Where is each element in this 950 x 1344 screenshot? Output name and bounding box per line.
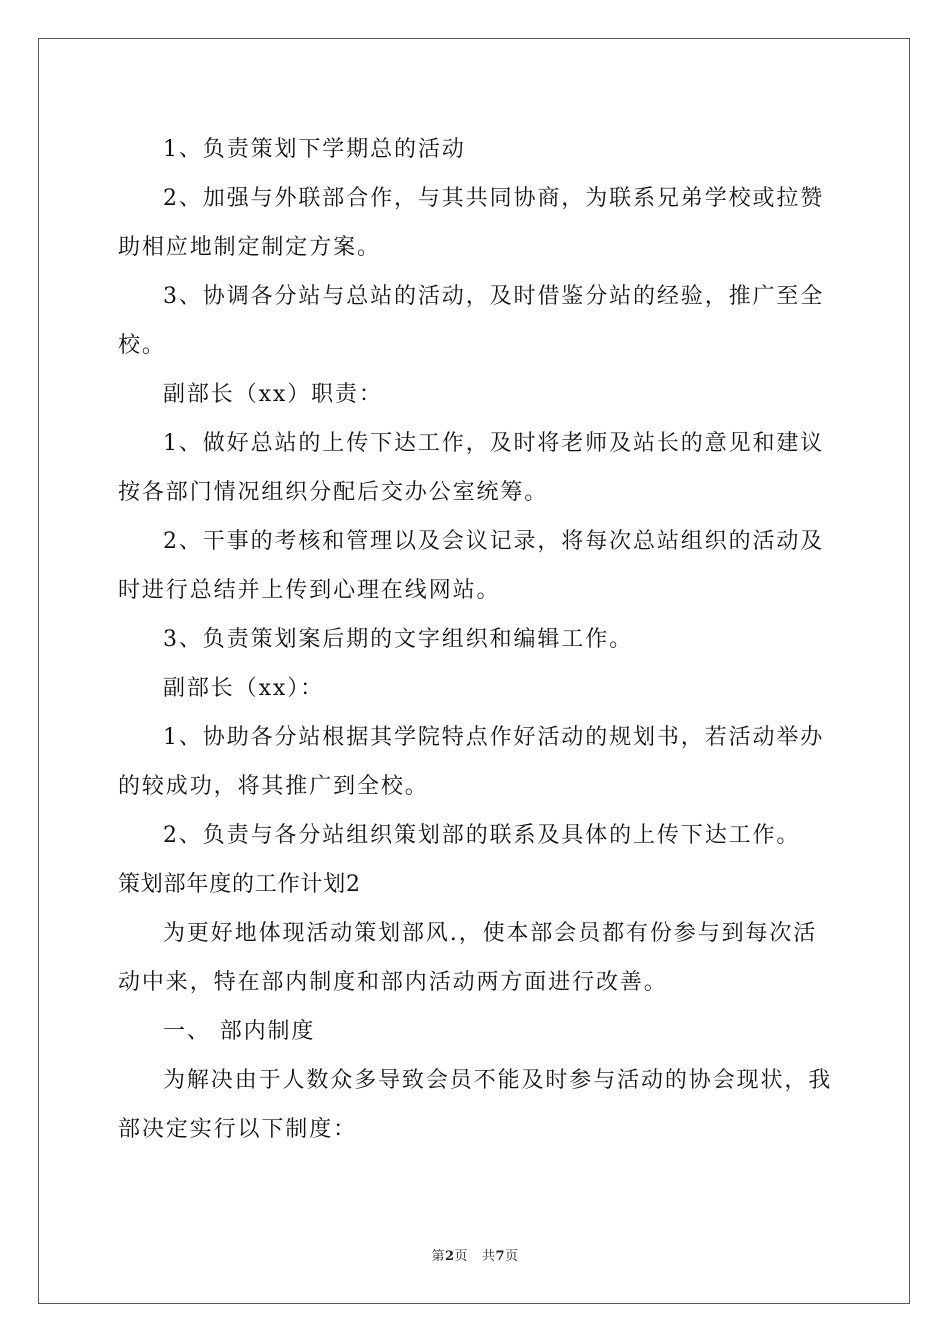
- paragraph-line: 为解决由于人数众多导致会员不能及时参与活动的协会现状，我: [163, 1068, 833, 1093]
- paragraph-line: 3、负责策划案后期的文字组织和编辑工作。: [163, 627, 633, 652]
- paragraph-line: 1、负责策划下学期总的活动: [163, 137, 466, 162]
- paragraph-line: 一、 部内制度: [163, 1019, 316, 1044]
- paragraph-line: 副部长（xx）职责：: [163, 382, 383, 407]
- paragraph-line: 时进行总结并上传到心理在线网站。: [118, 578, 501, 603]
- paragraph-line: 为更好地体现活动策划部风.，使本部会员都有份参与到每次活: [163, 921, 818, 946]
- page-footer: [0, 1248, 950, 1266]
- paragraph-line: 副部长（xx）：: [163, 676, 325, 701]
- total-prefix: 共: [481, 1249, 496, 1264]
- page-suffix: 页: [454, 1249, 469, 1264]
- paragraph-line: 的较成功，将其推广到全校。: [118, 774, 429, 799]
- paragraph-line: 部决定实行以下制度：: [118, 1117, 358, 1142]
- paragraph-line: 2、干事的考核和管理以及会议记录，将每次总站组织的活动及: [163, 529, 825, 554]
- paragraph-line: 动中来，特在部内制度和部内活动两方面进行改善。: [118, 970, 668, 995]
- paragraph-line: 助相应地制定制定方案。: [118, 235, 381, 260]
- paragraph-line: 3、协调各分站与总站的活动，及时借鉴分站的经验，推广至全: [163, 284, 825, 309]
- paragraph-line: 校。: [118, 333, 166, 358]
- total-suffix: 页: [505, 1249, 519, 1264]
- paragraph-line: 2、加强与外联部合作，与其共同协商，为联系兄弟学校或拉赞: [163, 186, 825, 211]
- paragraph-line: 按各部门情况组织分配后交办公室统筹。: [118, 480, 549, 505]
- document-body: [118, 125, 838, 1154]
- paragraph-line: 1、做好总站的上传下达工作，及时将老师及站长的意见和建议: [163, 431, 825, 456]
- paragraph-line: 1、协助各分站根据其学院特点作好活动的规划书，若活动举办: [163, 725, 825, 750]
- section-heading: 策划部年度的工作计划2: [118, 872, 361, 897]
- page-number: 2: [444, 1249, 455, 1264]
- total-pages: 7: [495, 1249, 506, 1264]
- paragraph-line: 2、负责与各分站组织策划部的联系及具体的上传下达工作。: [163, 823, 801, 848]
- page-prefix: 第: [431, 1249, 445, 1264]
